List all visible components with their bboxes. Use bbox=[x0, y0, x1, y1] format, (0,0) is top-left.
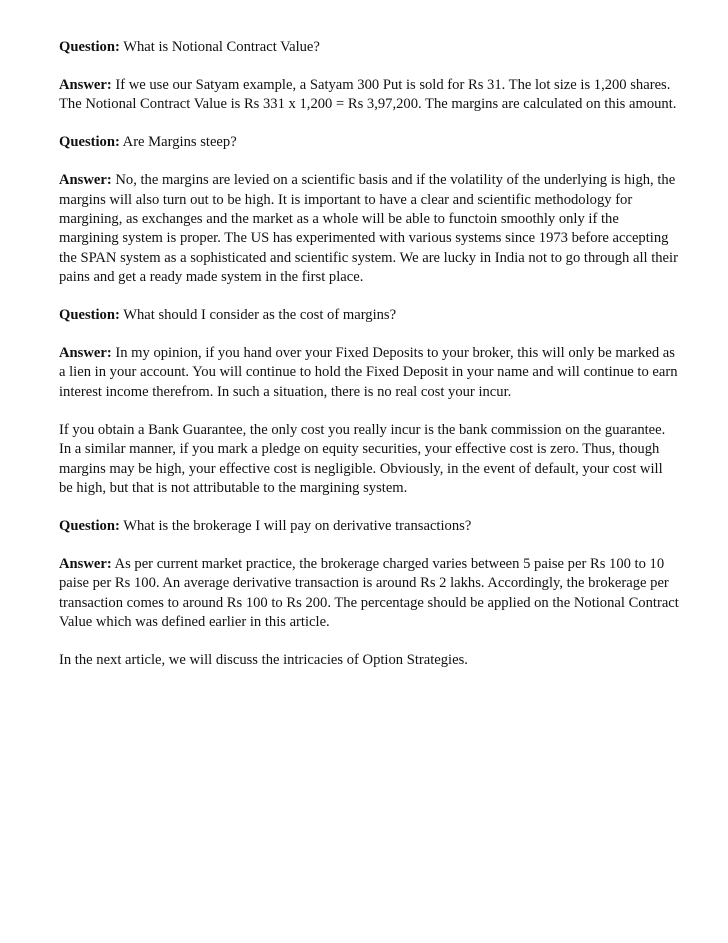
paragraph-line: In a similar manner, if you mark a pledge on equity securities, your effective cost is zero. Thus, though bbox=[59, 441, 660, 458]
answer-line: interest income therefrom. In such a situation, there is no real cost your incur. bbox=[59, 383, 512, 400]
answer-label: Answer: bbox=[59, 555, 112, 572]
question-cost-of-margins bbox=[59, 306, 679, 325]
question-text: What is the brokerage I will pay on derivative transactions? bbox=[119, 517, 472, 534]
closing-text: In the next article, we will discuss the intricacies of Option Strategies. bbox=[59, 651, 468, 668]
question-margins-steep bbox=[59, 133, 679, 152]
answer-notional-value bbox=[59, 76, 679, 115]
answer-line: Answer: No, the margins are levied on a scientific basis and if the volatility of the underlying is high, the bbox=[59, 172, 676, 189]
question-label: Question: bbox=[59, 39, 120, 55]
question-text: What is Notional Contract Value? bbox=[119, 39, 320, 55]
question-label: Question: bbox=[59, 517, 120, 534]
answer-line: Answer: As per current market practice, the brokerage charged varies between 5 paise per Rs 100 to 10 bbox=[59, 555, 665, 572]
paragraph-bank-guarantee bbox=[59, 421, 679, 499]
question-text: Are Margins steep? bbox=[119, 134, 237, 151]
document-page bbox=[59, 38, 679, 689]
answer-cost-of-margins bbox=[59, 344, 679, 402]
answer-line: pains and get a ready made system in the first place. bbox=[59, 269, 364, 286]
answer-brokerage bbox=[59, 555, 679, 633]
paragraph-line: be high, but that is not attributable to the margining system. bbox=[59, 479, 408, 496]
answer-line: margining, as exchanges and the market as a whole will be able to functoin smoothly only if the bbox=[59, 210, 619, 227]
answer-line: The Notional Contract Value is Rs 331 x 1,200 = Rs 3,97,200. The margins are calculated on this amount. bbox=[59, 96, 677, 113]
question-notional-value bbox=[59, 38, 679, 57]
answer-margins-steep bbox=[59, 171, 679, 287]
answer-line: a lien in your account. You will continue to hold the Fixed Deposit in your name and will continue to earn bbox=[59, 364, 678, 381]
question-text: What should I consider as the cost of margins? bbox=[119, 307, 397, 324]
question-label: Question: bbox=[59, 134, 120, 151]
answer-line: the SPAN system as a sophisticated and scientific system. We are lucky in India not to go through all their bbox=[59, 249, 678, 266]
closing-paragraph bbox=[59, 651, 679, 670]
answer-line: Answer: In my opinion, if you hand over your Fixed Deposits to your broker, this will only be marked as bbox=[59, 344, 675, 361]
answer-line: margining system is proper. The US has experimented with various systems since 1973 before accepting bbox=[59, 230, 669, 247]
answer-line: Value which was defined earlier in this article. bbox=[59, 613, 330, 630]
paragraph-line: margins may be high, your effective cost is negligible. Obviously, in the event of default, your cost will bbox=[59, 460, 663, 477]
question-label: Question: bbox=[59, 307, 120, 324]
answer-line: margins will also turn out to be high. It is important to have a clear and scientific methodology for bbox=[59, 191, 633, 208]
answer-label: Answer: bbox=[59, 344, 112, 361]
answer-line: transaction comes to around Rs 100 to Rs 200. The percentage should be applied on the Notional Contract bbox=[59, 594, 679, 611]
answer-label: Answer: bbox=[59, 172, 112, 189]
answer-line: Answer: If we use our Satyam example, a Satyam 300 Put is sold for Rs 31. The lot size is 1,200 shares. bbox=[59, 76, 671, 93]
answer-line: paise per Rs 100. An average derivative transaction is around Rs 2 lakhs. Accordingly, the brokerage per bbox=[59, 575, 669, 592]
answer-label: Answer: bbox=[59, 76, 112, 93]
question-brokerage bbox=[59, 517, 679, 536]
paragraph-line: If you obtain a Bank Guarantee, the only cost you really incur is the bank commission on the guarantee. bbox=[59, 421, 666, 438]
